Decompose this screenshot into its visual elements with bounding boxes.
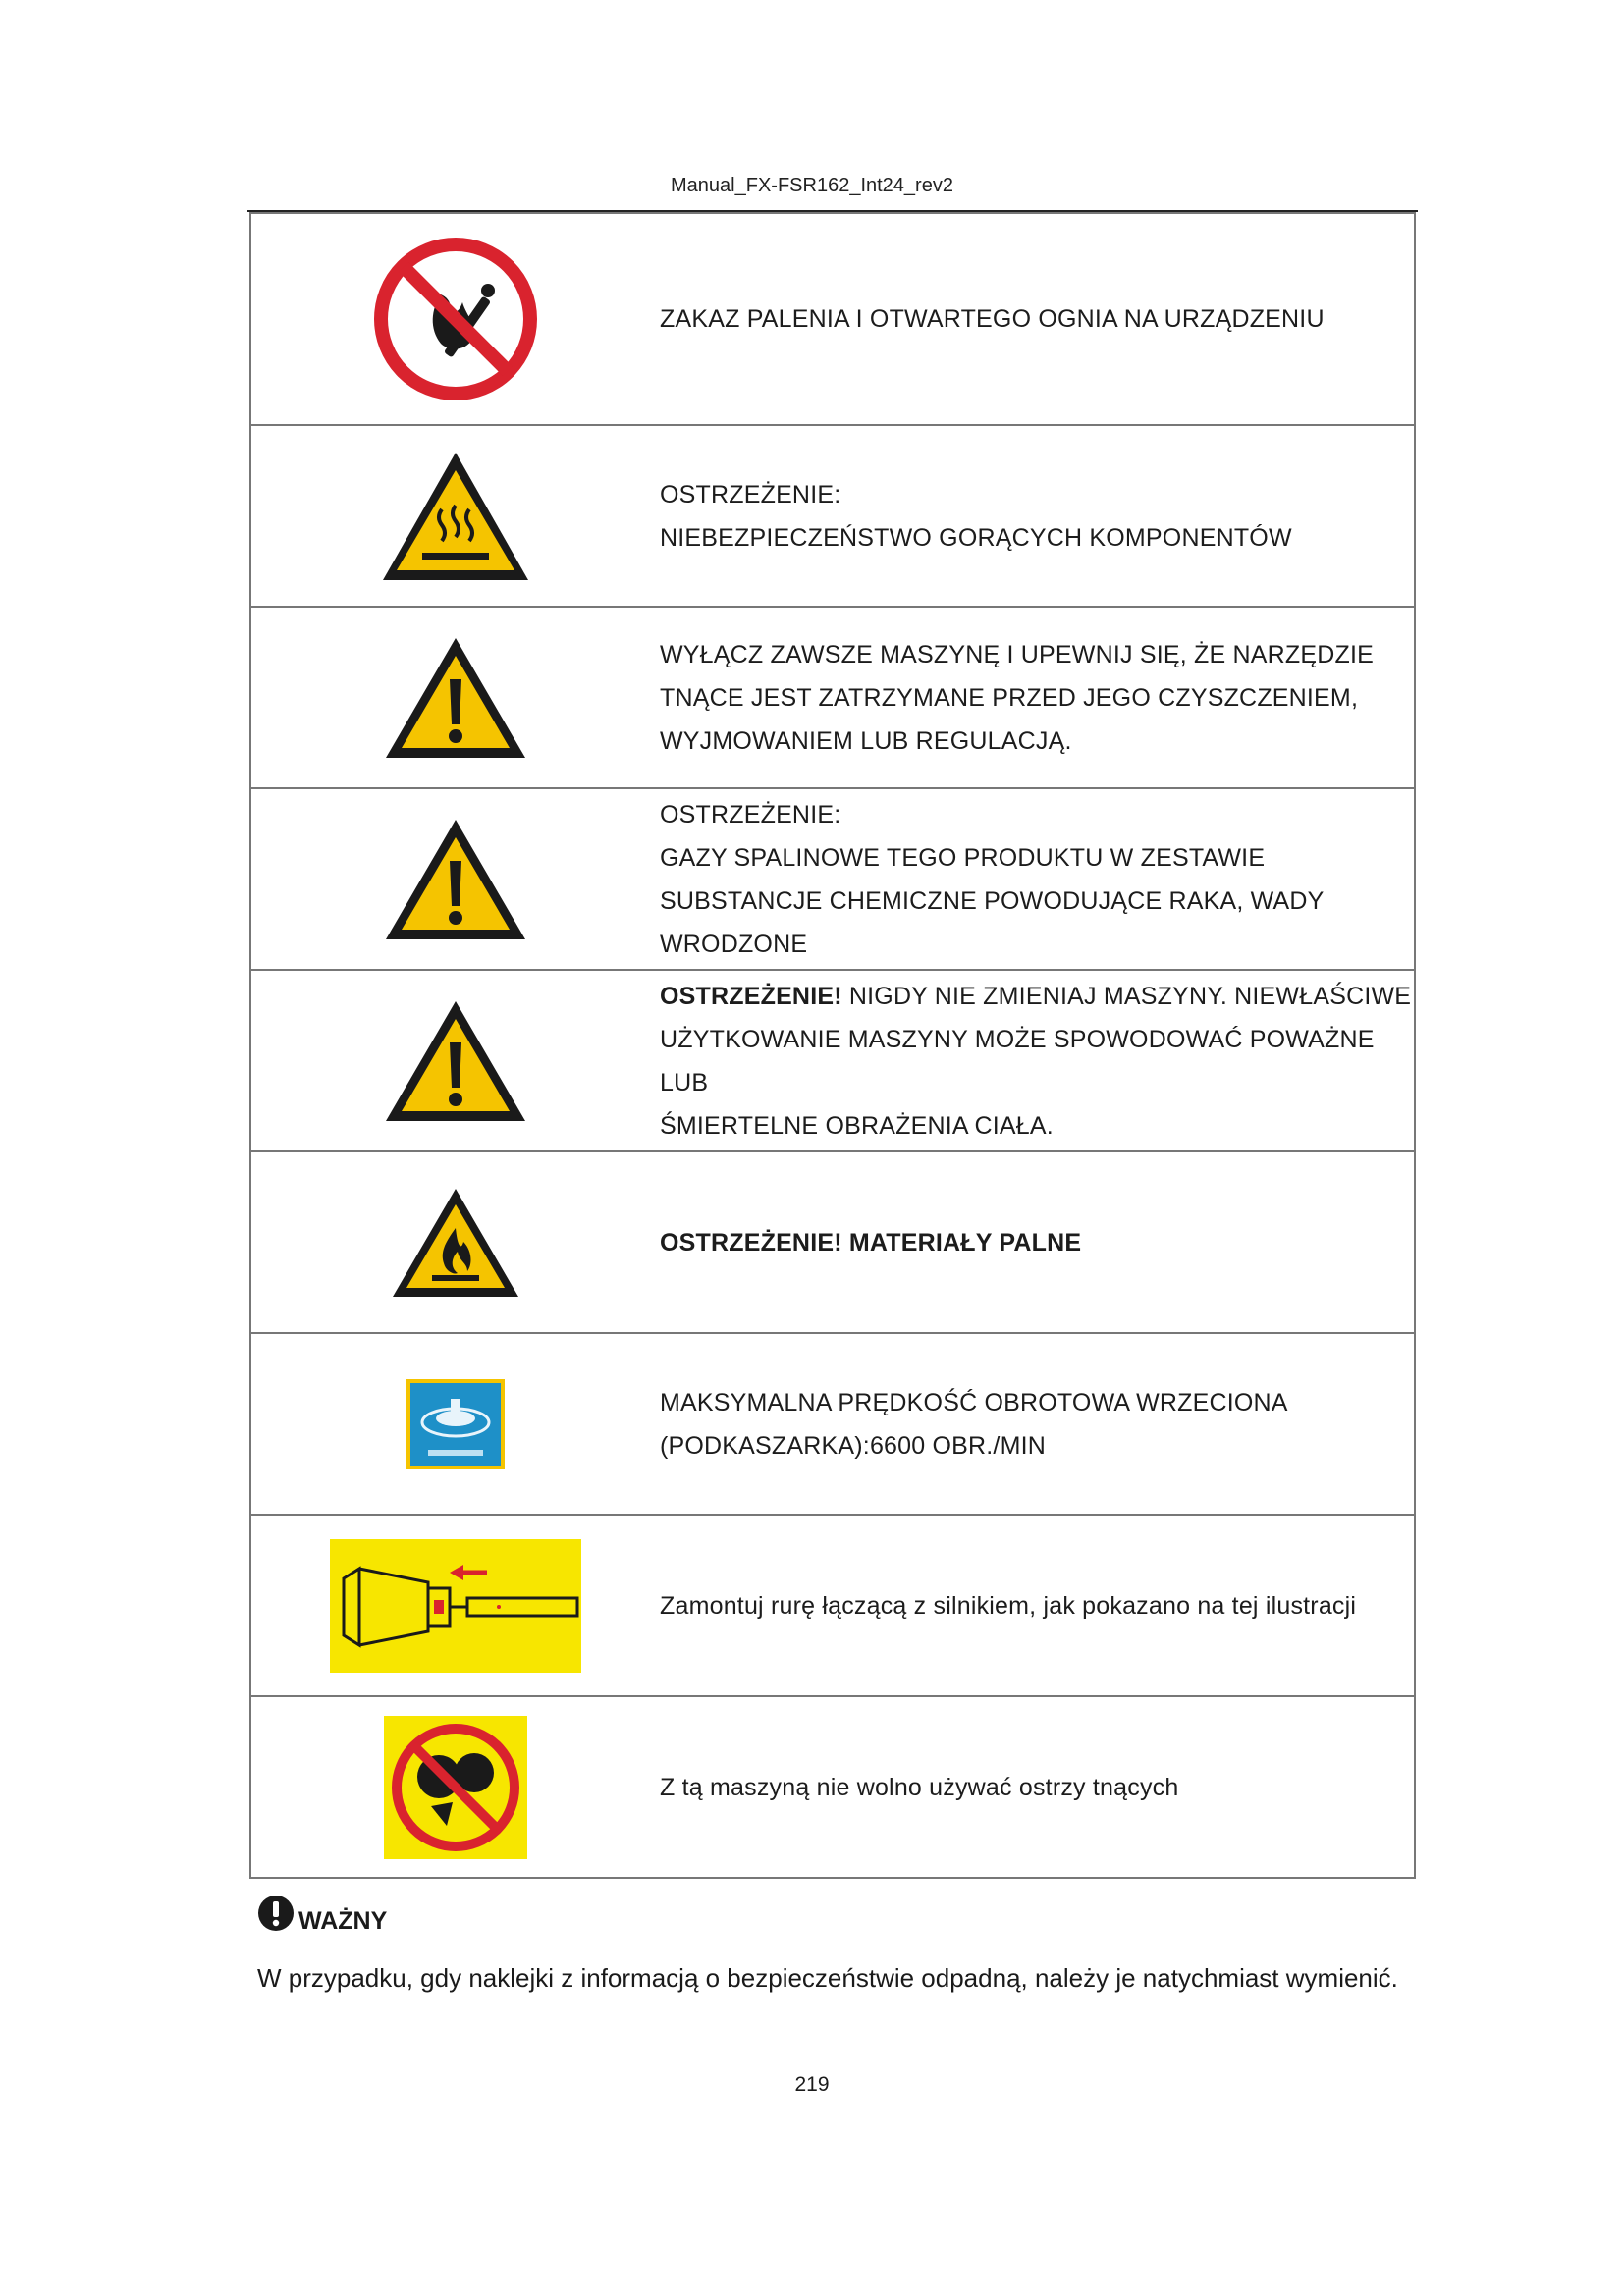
table-row (250, 213, 1415, 425)
page-header: Manual_FX-FSR162_Int24_rev2 (671, 175, 953, 196)
table-row (250, 1151, 1415, 1333)
sign-text-line (660, 975, 1414, 1018)
exclamation-circle-icon (257, 1895, 295, 1932)
hot-surface-warning-icon (379, 449, 532, 584)
sign-text-line: OSTRZEŻENIE: (660, 480, 841, 508)
flammable-warning-icon (389, 1185, 522, 1301)
table-row (250, 788, 1415, 970)
sign-description (660, 297, 1414, 341)
table-row (250, 607, 1415, 788)
sign-description (660, 1381, 1414, 1468)
sign-text-line: ŚMIERTELNE OBRAŻENIA CIAŁA. (660, 1111, 1054, 1140)
no-smoking-no-open-flame-icon (372, 236, 539, 402)
sign-text-line: GAZY SPALINOWE TEGO PRODUKTU W ZESTAWIE (660, 843, 1266, 872)
table-row (250, 970, 1415, 1151)
no-cutting-blades-icon (384, 1716, 527, 1859)
general-warning-icon (382, 634, 529, 762)
important-text: W przypadku, gdy naklejki z informacją o bezpieczeństwie odpadną, należy je natychmiast wymienić. (257, 1963, 1398, 1993)
sign-text-line: WRODZONE (660, 930, 808, 958)
sign-description (660, 473, 1414, 560)
sign-text-line: UŻYTKOWANIE MASZYNY MOŻE SPOWODOWAĆ POWAŻNE LUB (660, 1025, 1375, 1096)
safety-signs-table (249, 212, 1416, 1879)
sign-text-line (660, 1221, 1414, 1264)
sign-text-line: WYŁĄCZ ZAWSZE MASZYNĘ I UPEWNIJ SIĘ, ŻE NARZĘDZIE (660, 640, 1374, 668)
table-row (250, 1515, 1415, 1696)
sign-text-line: OSTRZEŻENIE: (660, 800, 841, 828)
important-label: WAŻNY (298, 1907, 388, 1935)
spindle-speed-icon (406, 1379, 505, 1469)
sign-text-line: ZAKAZ PALENIA I OTWARTEGO OGNIA NA URZĄDZENIU (660, 305, 1325, 333)
sign-description (660, 1766, 1414, 1809)
sign-text-line: (PODKASZARKA):6600 OBR./MIN (660, 1431, 1046, 1460)
sign-text-line: Z tą maszyną nie wolno używać ostrzy tnących (660, 1773, 1179, 1801)
warning-emphasis: OSTRZEŻENIE! MATERIAŁY PALNE (660, 1228, 1082, 1256)
sign-description (660, 793, 1414, 966)
sign-text-segment: NIGDY NIE ZMIENIAJ MASZYNY. NIEWŁAŚCIWE (841, 982, 1412, 1010)
sign-text-line: TNĄCE JEST ZATRZYMANE PRZED JEGO CZYSZCZENIEM, (660, 683, 1359, 712)
connect-tube-to-engine-icon (330, 1539, 581, 1673)
general-warning-icon (382, 816, 529, 943)
sign-description (660, 1221, 1414, 1264)
important-notice (257, 1895, 388, 1935)
sign-description (660, 1584, 1414, 1628)
sign-text-line: NIEBEZPIECZEŃSTWO GORĄCYCH KOMPONENTÓW (660, 523, 1292, 552)
sign-description (660, 975, 1414, 1148)
sign-description (660, 633, 1414, 763)
warning-emphasis: OSTRZEŻENIE! (660, 982, 842, 1010)
general-warning-icon (382, 997, 529, 1125)
sign-text-line: MAKSYMALNA PRĘDKOŚĆ OBROTOWA WRZECIONA (660, 1388, 1288, 1416)
table-row (250, 1696, 1415, 1878)
sign-text-line: SUBSTANCJE CHEMICZNE POWODUJĄCE RAKA, WADY (660, 886, 1325, 915)
table-row (250, 425, 1415, 607)
page-number: 219 (794, 2073, 830, 2096)
sign-text-line: Zamontuj rurę łączącą z silnikiem, jak pokazano na tej ilustracji (660, 1591, 1357, 1620)
table-row (250, 1333, 1415, 1515)
sign-text-line: WYJMOWANIEM LUB REGULACJĄ. (660, 726, 1072, 755)
